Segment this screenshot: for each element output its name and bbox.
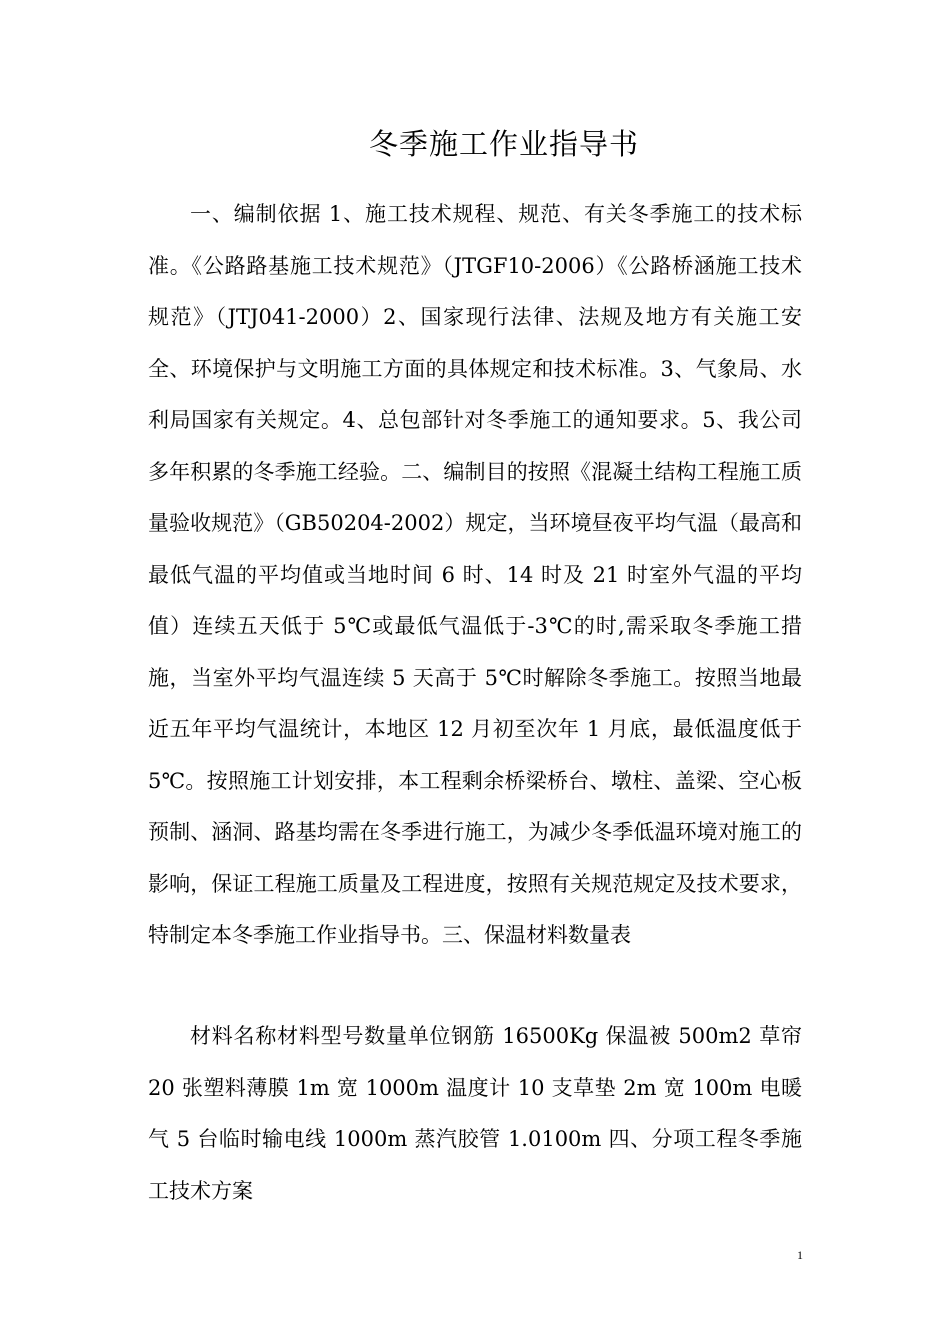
document-title: 冬季施工作业指导书 (368, 127, 639, 161)
page-number: 1 (797, 1248, 803, 1262)
paragraph-2: 材料名称材料型号数量单位钢筋 16500Kg 保温被 500m2 草帘 20 张塑料薄膜 1m 宽 1000m 温度计 10 支草垫 2m 宽 100m 电暖气 5 台临时输电线 1000m 蒸汽胶管 1.0100m 四、分项工程冬季施工技术方案 (148, 1024, 802, 1203)
paragraph-1: 一、编制依据 1、施工技术规程、规范、有关冬季施工的技术标准。《公路路基施工技术规范》（JTGF10-2006）《公路桥涵施工技术规范》（JTJ041-2000）2、国家现行法律、法规及地方有关施工安全、环境保护与文明施工方面的具体规定和技术标准。3、气象局、水利局国家有关规定。4、总包部针对冬季施工的通知要求。5、我公司多年积累的冬季施工经验。二、编制目的按照《混凝土结构工程施工质量验收规范》（GB50204-2002）规定，当环境昼夜平均气温（最高和最低气温的平均值或当地时间 6 时、14 时及 21 时室外气温的平均值）连续五天低于 5℃或最低气温低于-3℃的时,需采取冬季施工措施，当室外平均气温连续 5 天高于 5℃时解除冬季施工。按照当地最近五年平均气温统计，本地区 12 月初至次年 1 月底，最低温度低于 5℃。按照施工计划安排，本工程剩余桥梁桥台、墩柱、盖梁、空心板预制、涵洞、路基均需在冬季进行施工，为减少冬季低温环境对施工的影响，保证工程施工质量及工程进度，按照有关规范规定及技术要求，特制定本冬季施工作业指导书。三、保温材料数量表 (148, 202, 802, 947)
